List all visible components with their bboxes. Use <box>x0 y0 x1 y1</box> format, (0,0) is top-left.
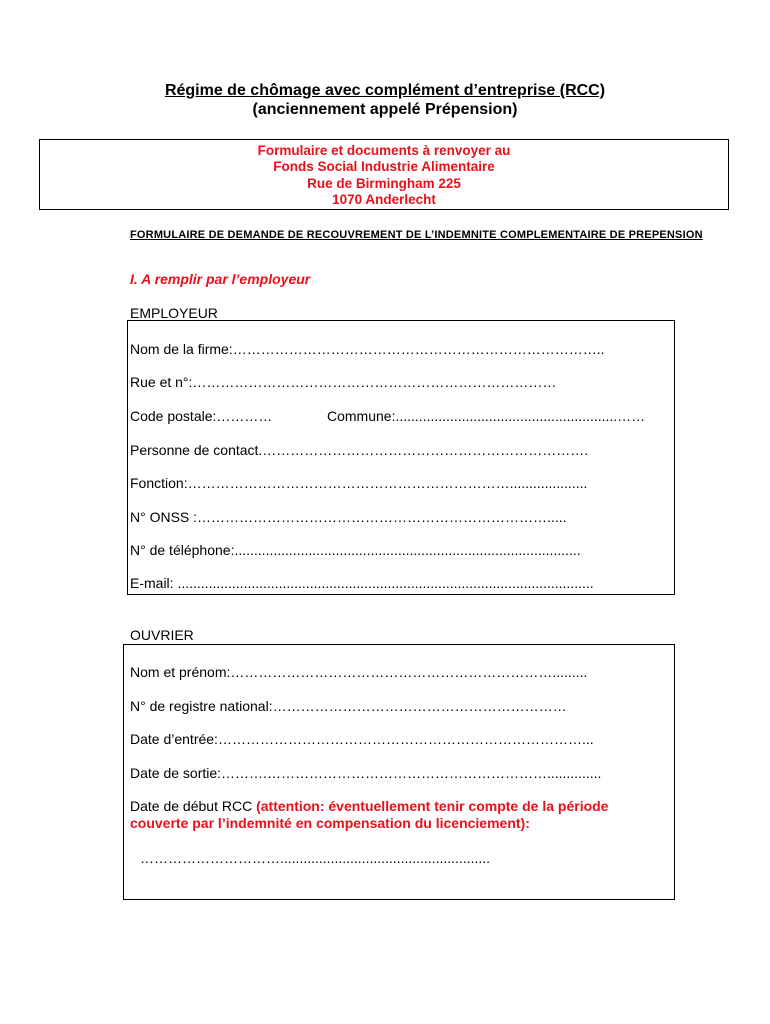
address-line-4: 1070 Anderlecht <box>332 192 436 207</box>
postal-code-field[interactable]: Code postale:………… <box>130 408 273 424</box>
rcc-note-part2: couverte par l’indemnité en compensation du licenciement): <box>130 815 530 831</box>
address-line-1: Formulaire et documents à renvoyer au <box>257 143 511 158</box>
commune-field[interactable]: Commune:.........................................................…… <box>327 408 646 424</box>
phone-field[interactable]: N° de téléphone:......................................................................................... <box>130 542 581 558</box>
document-subtitle: (anciennement appelé Prépension) <box>252 101 518 118</box>
national-register-field[interactable]: N° de registre national:……………………………………………………… <box>130 698 567 714</box>
worker-box <box>123 644 675 900</box>
company-name-field[interactable]: Nom de la firme:…………………………………………………………………….. <box>130 341 605 357</box>
address-line-2: Fonds Social Industrie Alimentaire <box>273 159 495 174</box>
rcc-note-part1: (attention: éventuellement tenir compte de la période <box>256 798 609 814</box>
section-title: I. A remplir par l’employeur <box>130 271 311 287</box>
document-title: Régime de chômage avec complément d’entreprise (RCC) <box>164 82 606 99</box>
rcc-start-label <box>130 798 608 814</box>
street-field[interactable]: Rue et n°:…………………………………………………………………… <box>130 374 557 390</box>
email-field[interactable]: E-mail: ........................................................................................................... <box>130 575 594 591</box>
employer-box <box>127 320 675 595</box>
employer-label: EMPLOYEUR <box>130 305 218 321</box>
name-field[interactable]: Nom et prénom:……………………………………………………………......... <box>130 664 588 680</box>
worker-label: OUVRIER <box>130 627 194 643</box>
rcc-start-text: Date de début RCC <box>130 798 257 814</box>
address-line-3: Rue de Birmingham 225 <box>307 176 461 191</box>
entry-date-field[interactable]: Date d’entrée:……………………………………………………………………... <box>130 731 594 747</box>
contact-person-field[interactable]: Personne de contact.……………………………………………………………. <box>130 442 589 458</box>
function-field[interactable]: Fonction:…………………………………………………………….................... <box>130 475 588 491</box>
exit-date-field[interactable]: Date de sortie:……….…………………………………………………….............. <box>130 765 602 781</box>
onss-number-field[interactable]: N° ONSS :…………………………………………………………………..... <box>130 509 567 525</box>
rcc-start-date-field[interactable]: …………………………...................................................... <box>140 850 491 866</box>
form-heading: FORMULAIRE DE DEMANDE DE RECOUVREMENT DE L’INDEMNITE COMPLEMENTAIRE DE PREPENSION <box>130 229 703 241</box>
address-box <box>39 139 729 210</box>
